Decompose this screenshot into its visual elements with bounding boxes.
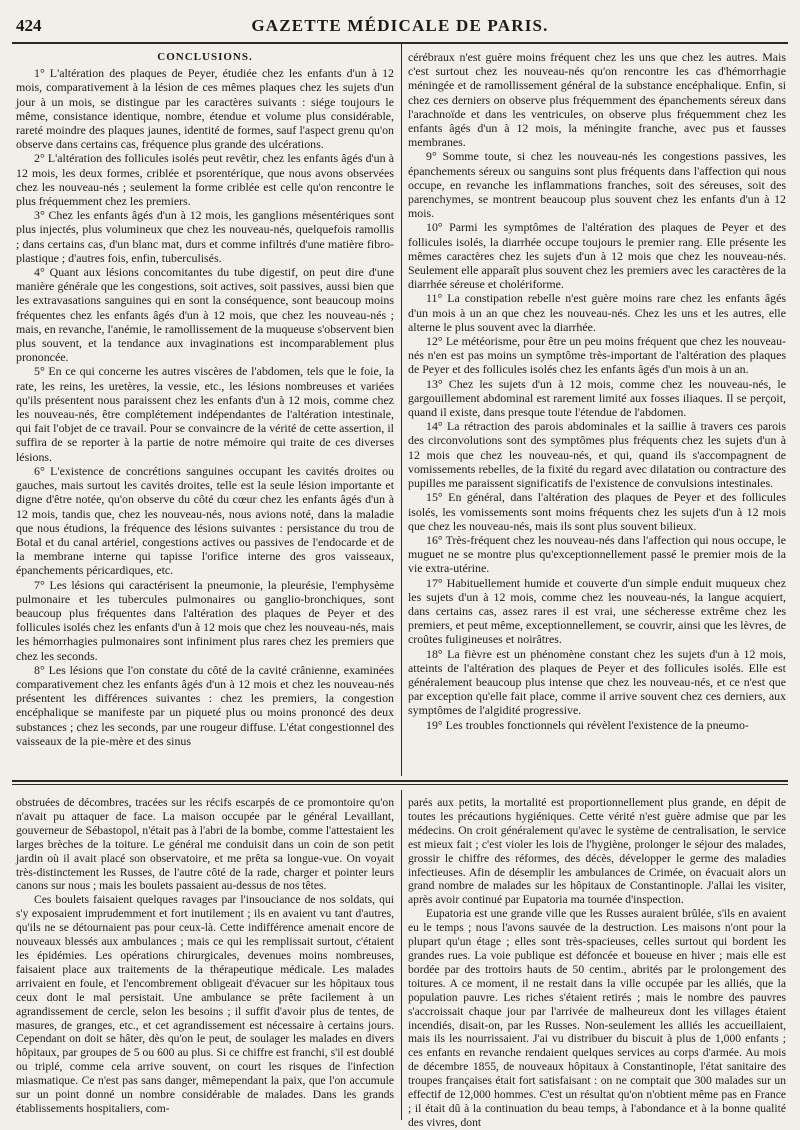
paragraph: 7° Les lésions qui caractérisent la pneumonie, la pleurésie, l'emphysème pulmonaire et les tubercules pulmonaires ou ganglio-bronchiques, sont beaucoup plus fréquentes dans l'altération des plaques de Peyer et des follicules isolés chez les enfants d'un à 12 mois que chez les nouveau-nés, mais les hémorrhagies pulmonaires sont infiniment plus rares chez les premiers que chez les seconds. [16, 577, 394, 663]
paragraph: 5° En ce qui concerne les autres viscères de l'abdomen, tels que le foie, la rate, les reins, les uretères, la vessie, etc., les lésions nombreuses et variées qu'ils présentent nous paraissent chez les enfants d'un à 12 mois, comme chez les nouveau-nés, être complétement indépendantes de l'altération intestinale, qui fait l'objet de ce travail. Pour se convaincre de la vérité de cette assertion, il suffira de se reporter à la partie de notre mémoire qui traite de ces diverses lésions. [16, 364, 394, 464]
section-rule-thin [12, 784, 788, 785]
column-divider-bottom [401, 790, 402, 1120]
paragraph: 1° L'altération des plaques de Peyer, étudiée chez les enfants d'un à 12 mois, comparativement à la lésion de ces mêmes plaques chez les sujets d'un jour à un mois, se distingue par les caractères suivants : siége toujours le même, consistance identique, nombre, étendue et volume plus considérable, rareté moindre des plaques jaunes, identité de formes, sauf l'aspect grenu qu'on observe dans certains cas, fréquence plus grande des ulcérations. [16, 66, 394, 152]
page-header [12, 14, 788, 40]
paragraph: 17° Habituellement humide et couverte d'un simple enduit muqueux chez les sujets d'un à 12 mois, comme chez les nouveau-nés, la langue acquiert, dans certains cas, assez rares il est vrai, une sécheresse extrême chez les premiers, et peut même, exceptionnellement, se couvrir, ainsi que les lèvres, de croûtes fuligineuses et noirâtres. [408, 575, 786, 647]
paragraph: 6° L'existence de concrétions sanguines occupant les cavités droites ou gauches, mais surtout les cavités droites, telle est la seule lésion importante et digne d'être notée, qu'on observe du côté du cœur chez les enfants âgés d'un à 12 mois, tandis que, chez les nouveau-nés, nous avions noté, dans la maladie que nous étudions, la fréquence des lésions suivantes : persistance du trou de Botal et du canal artériel, congestions actives ou passives de l'endocarde et de la membrane interne qui tapisse l'orifice interne des gros vaisseaux, épanchements péricardiques, etc. [16, 463, 394, 578]
conclusions-right-column [408, 50, 786, 772]
letter-left-column [16, 796, 394, 1122]
conclusions-heading: CONCLUSIONS. [157, 51, 253, 63]
paragraph: 2° L'altération des follicules isolés peut revêtir, chez les enfants âgés d'un à 12 mois, les deux formes, criblée et psorentérique, que nous avons observées chez les nouveau-nés ; seulement la forme criblée est celle qu'on rencontre le plus fréquemment chez les premiers. [16, 151, 394, 209]
paragraph: cérébraux n'est guère moins fréquent chez les uns que chez les autres. Mais c'est surtout chez les nouveau-nés qu'on rencontre les cas d'hémorrhagie méningée et de ramollissement général de la substance encéphalique. Enfin, si chez ces derniers on observe plus fréquemment des épanchements séreux dans l'arachnoïde et dans les ventricules, on observe plus fréquemment chez les enfants âgés d'un à 12 mois, la méningite franche, avec pus et fausses membranes. [408, 50, 786, 150]
paragraph: 14° La rétraction des parois abdominales et la saillie à travers ces parois des circonvolutions sont des symptômes plus fréquents chez les sujets d'un à 12 mois que chez les nouveau-nés, et qui, quand ils s'accompagnent de vomissements rebelles, de la fixité du regard avec dilatation ou contracture des pupilles me paraissent significatifs de l'existence de convulsions intestinales. [408, 419, 786, 491]
header-rule [12, 42, 788, 44]
paragraph: 19° Les troubles fonctionnels qui révèlent l'existence de la pneumo- [426, 717, 749, 732]
conclusions-left-column [16, 50, 394, 772]
paragraph: 8° Les lésions que l'on constate du côté de la cavité crânienne, examinées comparativement chez les enfants âgés d'un à 12 mois et chez les nouveau-nés présentent les différences suivantes : chez les premiers, la congestion encéphalique se manifeste par un piqueté plus ou moins prononcé des deux substances ; chez les seconds, par une rougeur diffuse. L'état congestionnel des vaisseaux de la pie-mère et des sinus [16, 662, 394, 748]
paragraph: 10° Parmi les symptômes de l'altération des plaques de Peyer et des follicules isolés, la diarrhée occupe toujours le premier rang. Elle présente les mêmes caractères chez les sujets d'un à 12 mois que chez les nouveau-nés. Seulement elle apparaît plus souvent chez les premiers avec les caractères de la diarrhée séreuse et cholériforme. [408, 220, 786, 292]
page-number: 424 [16, 16, 42, 35]
paragraph: 3° Chez les enfants âgés d'un à 12 mois, les ganglions mésentériques sont plus injectés, plus volumineux que chez les nouveau-nés, quelquefois ramollis ; dans certains cas, d'un blanc mat, durs et comme infiltrés d'une matière fibro-plastique ; d'autres fois, enfin, tuberculisés. [16, 208, 394, 265]
paragraph: 18° La fièvre est un phénomène constant chez les sujets d'un à 12 mois, atteints de l'altération des plaques de Peyer et des follicules isolés. Elle est généralement beaucoup plus intense que chez les nouveau-nés, et ce n'est que par exception qu'elle fait place, comme il arrive souvent chez ces derniers, aux symptômes de l'algidité progressive. [408, 646, 786, 718]
paragraph: parés aux petits, la mortalité est proportionnellement plus grande, en dépit de toutes les précautions hygiéniques. Cette vérité n'est guère admise que par les médecins. On croit généralement qu'avec le système de centralisation, le service est mieux fait ; c'est violer les lois de l'hygiène, prolonger le séjour des malades, grossir le chiffre des réformes, des décès, développer le germe des maladies infectieuses. Afin de désemplir les ambulances de Crimée, on évacuait alors un grand nombre de malades sur les hôpitaux de Constantinople. J'allai les visiter, après avoir continué par Eupatoria ma tournée d'inspection. [408, 796, 786, 907]
paragraph: 12° Le météorisme, pour être un peu moins fréquent que chez les nouveau-nés n'en est pas moins un symptôme très-important de l'altération des plaques de Peyer et des follicules isolés chez les enfants âgés d'un mois à un an. [408, 334, 786, 377]
paragraph: 13° Chez les sujets d'un à 12 mois, comme chez les nouveau-nés, le gargouillement abdominal est rarement limité aux fosses iliaques. Il se perçoit, quand il existe, dans presque toute l'étendue de l'abdomen. [408, 376, 786, 420]
paragraph: obstruées de décombres, tracées sur les récifs escarpés de ce promontoire qu'on n'avait pu attaquer de face. La maison occupée par le général Levaillant, gouverneur de Sébastopol, n'était pas à l'abri de la bombe, comme l'attestaient les larges brèches de la toiture. Le général me conduisit dans un coin de son petit jardin où il avait placé son observatoire, et me prêta sa longue-vue. On voyait très-distinctement les Russes, de l'autre côté de la rade, charger et pointer leurs canons sur nous ; mais les boulets passaient au-dessus de nos têtes. [16, 796, 394, 893]
letter-right-column [408, 796, 786, 1129]
paragraph: Ces boulets faisaient quelques ravages par l'insouciance de nos soldats, qui s'y exposaient imprudemment et fort inutilement ; ils en avaient vu tant d'autres, qu'ils ne se détournaient pas pour ceux-là. Cette indifférence amenait encore de nouveaux blessés aux ambulances ; mais ce qui les remplissait surtout, c'étaient les épidémies. Les opérations chirurgicales, devenues moins nombreuses, faisaient place aux traitements de la thérapeutique médicale. Les malades arrivaient en foule, et l'encombrement obligeait d'évacuer sur les hôpitaux tous ceux dont le mal persistait. Une ambulance se prête facilement à un agrandissement de cercle, selon les besoins ; il suffit d'avoir plus de tentes, de masures, de granges, etc., et cet agrandissement est nécessaire à certains jours. Cependant on doit se hâter, dès qu'on le peut, de soulager les malades en divers hôpitaux, par groupes de 5 ou 600 au plus. Si ce chiffre est franchi, s'il est doublé ou triplé, comme cela arrive souvent, on court les risques de l'infection miasmatique. Ce n'est pas sans danger, mêmependant la paix, que l'on accumule sur un point donné un nombre considérable de malades. Dans les grands établissements hospitaliers, com- [16, 893, 394, 1115]
paragraph: 16° Très-fréquent chez les nouveau-nés dans l'affection qui nous occupe, le muguet ne se montre plus qu'exceptionnellement passé le premier mois de la vie extra-utérine. [408, 532, 786, 576]
section-rule [12, 780, 788, 782]
paragraph: 9° Somme toute, si chez les nouveau-nés les congestions passives, les épanchements séreux ou sanguins sont plus fréquents dans l'affection qui nous occupe, en revanche les inflammations franches, soit des séreuses, soit des parenchymes, se montrent beaucoup plus souvent chez les enfants d'un à 12 mois. [408, 149, 786, 221]
paragraph: 15° En général, dans l'altération des plaques de Peyer et des follicules isolés, les vomissements sont moins fréquents chez les sujets d'un à 12 mois que chez les nouveau-nés, mais ils sont plus souvent bilieux. [408, 490, 786, 533]
paragraph: 11° La constipation rebelle n'est guère moins rare chez les enfants âgés d'un mois à un an que chez les nouveau-nés. Chez les uns et les autres, elle alterne le plus souvent avec la diarrhée. [408, 291, 786, 334]
paragraph: Eupatoria est une grande ville que les Russes auraient brûlée, s'ils en avaient eu le temps ; nous l'avons sauvée de la destruction. Les maisons n'ont pour la plupart qu'un étage ; elles sont très-spacieuses, celles surtout qui bordent les grandes rues. La voie publique est défoncée et boueuse en hiver ; mais elle est bordée par des trottoirs hauts de 50 centim., abrités par le prolongement des toitures. A ce moment, il ne restait dans la ville occupée par les alliés, que la population pauvre. Les riches s'étaient retirés ; mais le nombre des pauvres s'accroissait chaque jour par l'arrivée de malheureux dont les villages étaient incendiés, disait-on, par les Russes. Non-seulement les alliés les accueillaient, mais ils les nourrissaient. J'ai vu distribuer du biscuit à plus de 1,000 enfants ; ces enfants en revanche rendaient quelques services au corps d'armée. Au mois de décembre 1855, de nouveaux hôpitaux à Constantinople, l'état sanitaire des troupes françaises était fort satisfaisant : on ne comptait que 300 malades sur un effectif de 12,000 hommes. C'est un résultat qu'on n'obtient même pas en France ; il était dû à la continuation du beau temps, à l'abondance et à la bonne qualité des vivres, dont [408, 907, 786, 1129]
journal-title: GAZETTE MÉDICALE DE PARIS. [251, 16, 549, 35]
paragraph: 4° Quant aux lésions concomitantes du tube digestif, on peut dire d'une manière générale que les congestions, soit actives, soit passives, aussi bien que les extravasations sanguines qui en sont la conséquence, sont beaucoup moins fréquentes chez les enfants âgés d'un à 12 mois, que chez les nouveau-nés ; mais, en revanche, l'anémie, le ramollissement de la muqueuse s'observent bien plus souvent, et la tendance aux invaginations est incomparablement plus prononcée. [16, 265, 394, 365]
column-divider-top [401, 44, 402, 776]
